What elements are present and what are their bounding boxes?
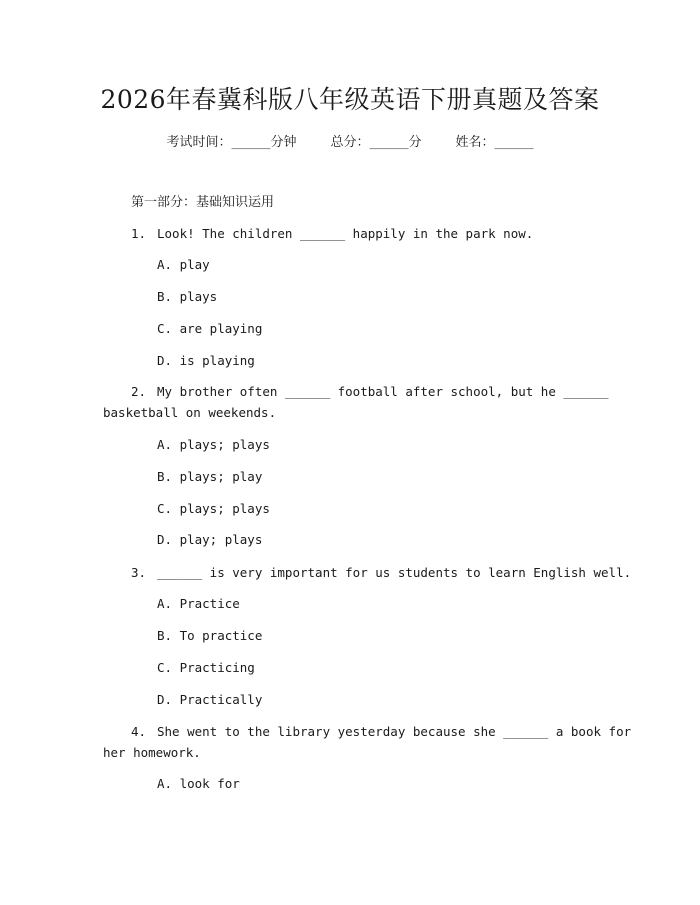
question-2 xyxy=(131,384,609,399)
question-3 xyxy=(131,565,631,580)
option-2a: A. plays; plays xyxy=(157,437,270,452)
question-stem: She went to the library yesterday because she ______ a book for xyxy=(157,724,632,739)
option-3a: A. Practice xyxy=(157,596,240,611)
question-1 xyxy=(131,226,533,241)
question-stem: ______ is very important for us students to learn English well. xyxy=(157,565,632,580)
question-stem: Look! The children ______ happily in the park now. xyxy=(157,226,534,241)
question-4-continued: her homework. xyxy=(103,745,201,760)
option-2b: B. plays; play xyxy=(157,469,263,484)
option-1b: B. plays xyxy=(157,289,218,304)
option-4a: A. look for xyxy=(157,776,240,791)
total-score-field: 总分：______分 xyxy=(330,135,422,150)
question-number: 3. xyxy=(131,565,147,580)
option-1a: A. play xyxy=(157,257,210,272)
question-stem: My brother often ______ football after school, but he ______ xyxy=(157,384,609,399)
question-number: 2. xyxy=(131,384,147,399)
option-3d: D. Practically xyxy=(157,692,263,707)
exam-meta xyxy=(0,131,700,150)
exam-time-field: 考试时间：______分钟 xyxy=(166,135,297,150)
question-number: 1. xyxy=(131,226,147,241)
option-2c: C. plays; plays xyxy=(157,501,270,516)
student-name-field: 姓名：______ xyxy=(455,135,534,150)
option-3b: B. To practice xyxy=(157,628,263,643)
question-4 xyxy=(131,724,631,739)
question-2-continued: basketball on weekends. xyxy=(103,405,277,420)
section-title: 第一部分：基础知识运用 xyxy=(131,195,275,210)
option-1c: C. are playing xyxy=(157,321,263,336)
exam-title: 2026年春冀科版八年级英语下册真题及答案 xyxy=(100,85,600,114)
option-2d: D. play; plays xyxy=(157,532,263,547)
option-1d: D. is playing xyxy=(157,353,255,368)
question-number: 4. xyxy=(131,724,147,739)
option-3c: C. Practicing xyxy=(157,660,255,675)
